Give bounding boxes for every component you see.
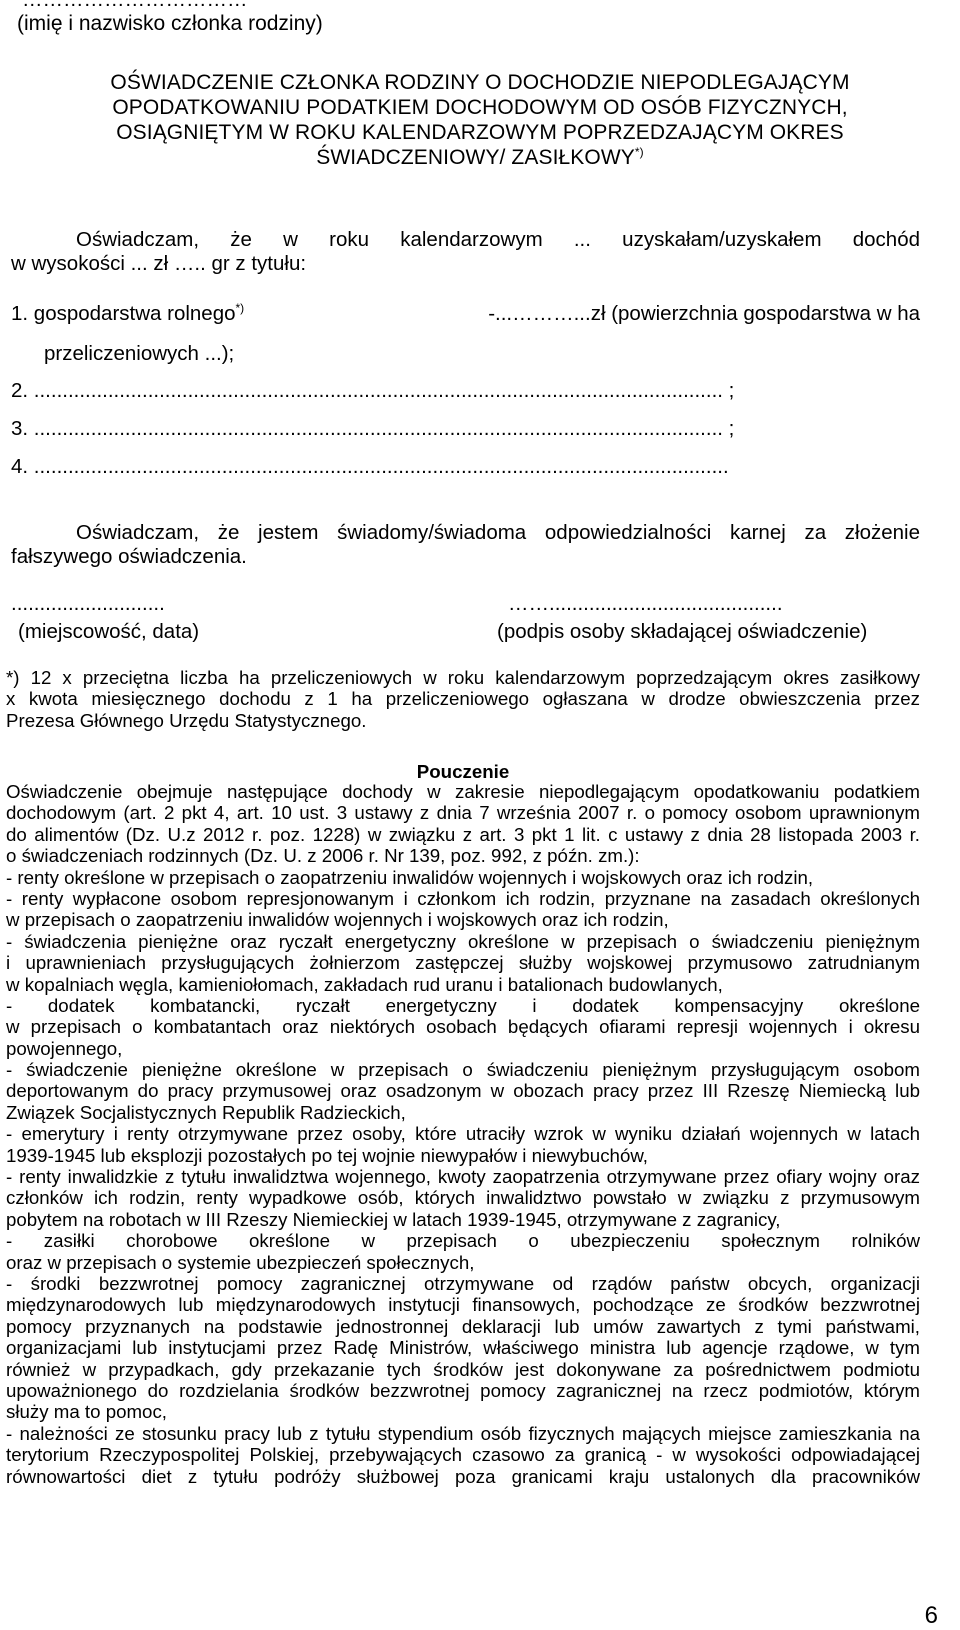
instruction-line: - świadczenia pieniężne oraz ryczałt energetyczny określone w przepisach o świadczeniu pieniężnym — [6, 930, 920, 952]
instruction-line: Związek Socjalistycznych Republik Radzieckich, — [6, 1101, 406, 1123]
instruction-line: członków ich rodzin, renty wypadkowe osób, których inwalidztwo powstało w związku z przymusowym — [6, 1187, 920, 1209]
instruction-line: służy ma to pomoc, — [6, 1401, 167, 1423]
instruction-line: pobytem na robotach w III Rzeszy Niemieckiej w latach 1939-1945, otrzymywane z zagranicy, — [6, 1208, 781, 1230]
page-number: 6 — [924, 1602, 938, 1629]
place-date-label: (miejscowość, data) — [18, 620, 200, 643]
instruction-line: równowartości diet z tytułu podróży służbowej poza granicami kraju ustalonych dla pracowników — [6, 1465, 920, 1487]
instruction-line: upoważnionego do rozdzielania środków bezzwrotnej pomocy zagranicznej na rzecz podmiotów, którym — [6, 1379, 920, 1401]
title-line-4 — [0, 146, 960, 170]
title-line-1: OŚWIADCZENIE CZŁONKA RODZINY O DOCHODZIE NIEPODLEGAJĄCYM — [110, 71, 850, 94]
declaration-line-1: Oświadczam, że w roku kalendarzowym ... uzyskałam/uzyskałem dochód — [76, 228, 920, 251]
instruction-line: - renty określone w przepisach o zaopatrzeniu inwalidów wojennych i wojskowych oraz ich rodzin, — [6, 866, 814, 888]
footnote-line-3: Prezesa Głównego Urzędu Statystycznego. — [6, 709, 367, 731]
signature-dots: ……......................................... — [508, 592, 783, 615]
income-item-1 — [11, 302, 920, 326]
instruction-line: - renty wypłacone osobom represjonowanym i członkom ich rodzin, przyznane na zasadach określonych — [6, 887, 920, 909]
income-item-3: 3. ......................................................................................................................... ; — [11, 417, 735, 440]
footnote-line-1: *) 12 x przeciętna liczba ha przeliczeniowych w roku kalendarzowym poprzedzającym okres zasiłkowy — [6, 667, 920, 688]
name-dots — [22, 0, 248, 12]
instruction-line: - środki bezzwrotnej pomocy zagranicznej otrzymywane od rządów państw obcych, organizacji — [6, 1272, 920, 1294]
instruction-line: - zasiłki chorobowe określone w przepisach o ubezpieczeniu społecznym rolników — [6, 1230, 920, 1252]
name-label: (imię i nazwisko członka rodziny) — [17, 12, 323, 35]
instruction-line: pomocy przyznanych na podstawie jednostronnej deklaracji lub umów zawartych z tymi państwami, — [6, 1315, 920, 1337]
instruction-line: - renty inwalidzkie z tytułu inwalidztwa wojennego, kwoty zaopatrzenia otrzymywane przez ofiary wojny oraz — [6, 1166, 920, 1188]
instruction-line: organizacjami lub instytucjami przez Radę Ministrów, właściwego ministra lub agencje rządowe, w tym — [6, 1337, 920, 1359]
income-item-4: 4. .......................................................................................................................... — [11, 455, 729, 478]
instruction-line: - należności ze stosunku pracy lub z tytułu stypendium osób fizycznych mających miejsce zamieszkania na — [6, 1422, 920, 1444]
place-date-dots: ........................... — [11, 592, 165, 615]
title-line-3: OSIĄGNIĘTYM W ROKU KALENDARZOWYM POPRZEDZAJĄCYM OKRES — [116, 121, 844, 144]
footnote-line-2: x kwota miesięcznego dochodu z 1 ha przeliczeniowego ogłaszana w drodze obwieszczenia przez — [6, 688, 920, 710]
instruction-line: - emerytury i renty otrzymywane przez osoby, które utraciły wzrok w wyniku działań wojennych w latach — [6, 1123, 920, 1145]
instruction-line: do alimentów (Dz. U.z 2012 r. poz. 1228) w związku z art. 3 pkt 1 lit. c ustawy z dnia 28 listopada 2003 r. — [6, 823, 920, 845]
instruction-line: 1939-1945 lub eksplozji pozostałych po tej wojnie niewypałów i niewybuchów, — [6, 1144, 648, 1166]
instruction-line: deportowanym do pracy przymusowej oraz osadzonym w obozach pracy przez III Rzeszę Niemiecką lub — [6, 1080, 920, 1102]
instruction-line: terytorium Rzeczypospolitej Polskiej, przebywających czasowo za granicą - w wysokości odpowiadającej — [6, 1444, 920, 1466]
instruction-line: w przepisach o zaopatrzeniu inwalidów wojennych i wojskowych oraz ich rodzin, — [6, 909, 669, 931]
title-line-4-text: ŚWIADCZENIOWY/ ZASIŁKOWY — [316, 146, 635, 169]
instruction-line: o świadczeniach rodzinnych (Dz. U. z 2006 r. Nr 139, poz. 992, z późn. zm.): — [6, 845, 640, 867]
income-item-1-cont: przeliczeniowych ...); — [44, 342, 235, 365]
instruction-line: dochodowym (art. 2 pkt 4, art. 10 ust. 3 ustawy z dnia 7 września 2007 r. o pomocy osobom uprawnionym — [6, 802, 920, 824]
instruction-line: międzynarodowych lub międzynarodowych instytucji finansowych, pochodzące ze środków bezzwrotnej — [6, 1294, 920, 1316]
responsibility-line-1: Oświadczam, że jestem świadomy/świadoma odpowiedzialności karnej za złożenie — [76, 521, 920, 544]
income-item-1-label: 1. gospodarstwa rolnego — [11, 302, 236, 325]
instruction-line: - świadczenie pieniężne określone w przepisach o świadczeniu pieniężnym przysługującym osobom — [6, 1059, 920, 1081]
title-footnote-mark: *) — [634, 145, 644, 159]
income-item-2: 2. ......................................................................................................................... ; — [11, 379, 735, 402]
instruction-heading: Pouczenie — [416, 761, 510, 782]
title-line-2: OPODATKOWANIU PODATKIEM DOCHODOWYM OD OSÓB FIZYCZNYCH, — [112, 96, 848, 119]
signature-label: (podpis osoby składającej oświadczenie) — [497, 620, 868, 643]
instruction-line: w przepisach o kombatantach oraz niektórych osobach będących ofiarami represji wojennych i okresu — [6, 1016, 920, 1038]
instruction-line: oraz w przepisach o systemie ubezpieczeń społecznych, — [6, 1251, 475, 1273]
footnote — [6, 667, 920, 731]
instruction-line: - dodatek kombatancki, ryczałt energetyczny i dodatek kompensacyjny określone — [6, 994, 920, 1016]
instruction-line: w kopalniach węgla, kamieniołomach, zakładach rud uranu i batalionach budowlanych, — [6, 973, 723, 995]
declaration-line-2: w wysokości ... zł ….. gr z tytułu: — [11, 252, 307, 275]
instruction-line: i uprawnieniach przysługujących żołnierzom zastępczej służby wojskowej przymusowo zatrudnianym — [6, 952, 920, 974]
income-item-1-rest: -...………...zł (powierzchnia gospodarstwa w ha — [482, 302, 920, 325]
income-item-1-start — [11, 302, 244, 326]
instruction-line: powojennego, — [6, 1037, 123, 1059]
instruction-body — [6, 781, 920, 1487]
item1-footnote-mark: *) — [235, 301, 245, 316]
responsibility-line-2: fałszywego oświadczenia. — [11, 545, 247, 568]
instruction-line: Oświadczenie obejmuje następujące dochody w zakresie niepodlegającym opodatkowaniu podatkiem — [6, 781, 920, 802]
instruction-line: również w przypadkach, gdy przekazanie tych środków jest dokonywane za pośrednictwem podmiotu — [6, 1358, 920, 1380]
